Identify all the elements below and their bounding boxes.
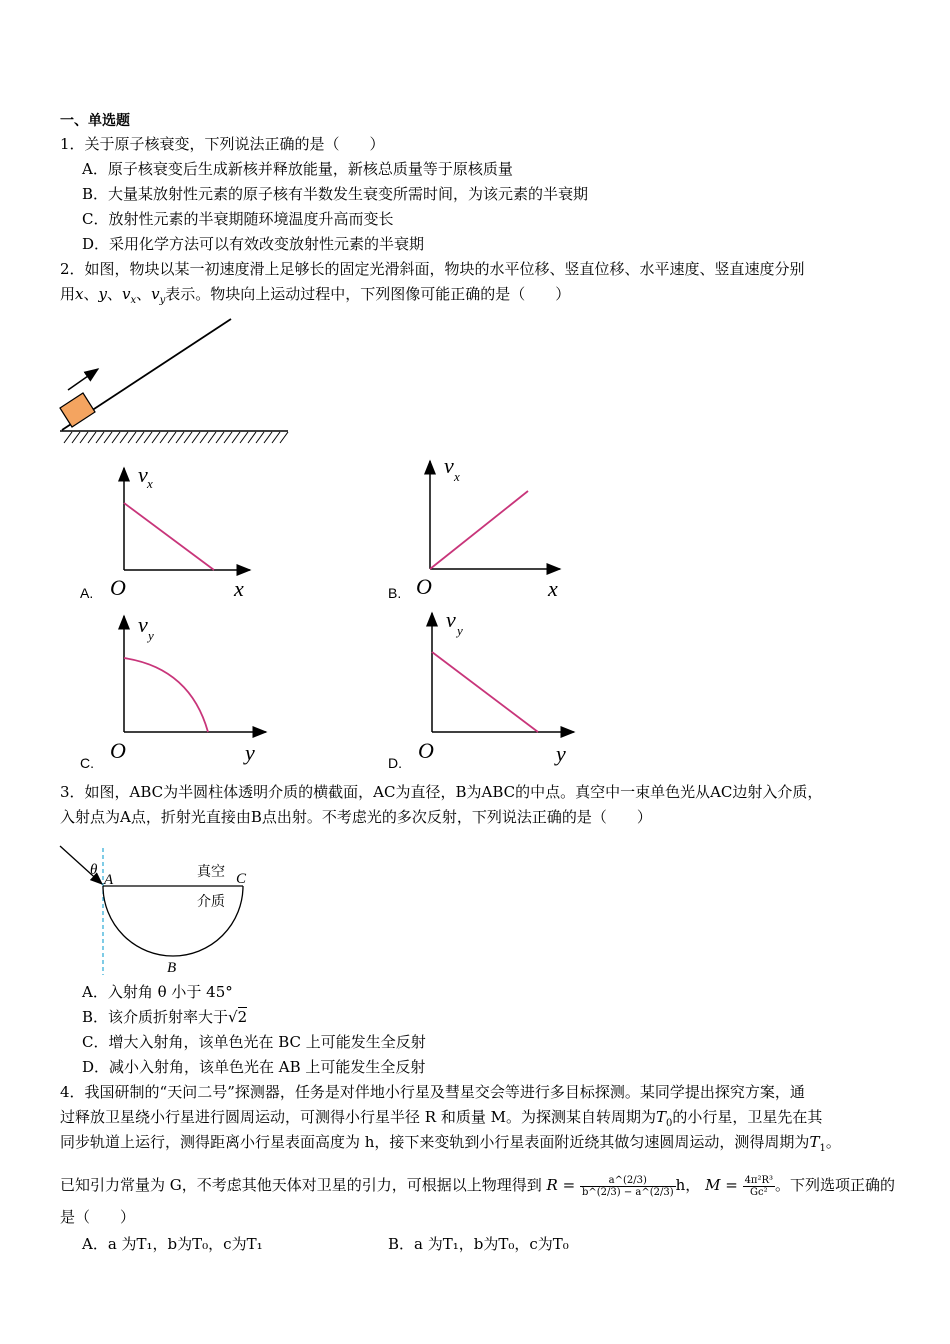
graph-b-origin: O xyxy=(416,574,432,599)
point-a-label: A xyxy=(104,872,114,888)
q3-option-b[interactable]: B．该介质折射率大于√2 xyxy=(82,1008,248,1026)
graph-a-x-label: x xyxy=(234,576,244,601)
graph-d-y-sub: y xyxy=(457,623,463,638)
graph-c-y-sub: y xyxy=(148,628,154,643)
semicircle-figure xyxy=(50,840,260,980)
m-fraction: $\frac{\text{4π²R³}}{\text{Gc²}}$ xyxy=(744,1174,774,1198)
r-fraction: $\frac{a\^{}(2/3)}{b\^{}(2/3) - a\^{}(2/3)}$ xyxy=(581,1174,674,1198)
graph-b-option-label[interactable]: B. xyxy=(388,585,402,601)
q1-option-c[interactable]: C．放射性元素的半衰期随环境温度升高而变长 xyxy=(82,210,394,228)
q4-line4: 已知引力常量为 G，不考虑其他天体对卫星的引力，可根据以上物理得到 R = $\frac{a\^{}(2/3)}{b\^{}(2/3) - a\^{}(2/3)}$ h， M = $\frac{\text{4π²R³}}{\text{Gc²}}$ 。下列选项正确的 xyxy=(60,1174,896,1198)
graph-d-option-label[interactable]: D. xyxy=(388,755,402,771)
graph-d-y-label: v xyxy=(446,607,456,632)
q4-option-b[interactable]: B．a 为T₁，b为T₀，c为T₀ xyxy=(388,1235,569,1253)
graph-c-option-label[interactable]: C. xyxy=(80,755,94,771)
graph-d-origin: O xyxy=(418,738,434,763)
q1-option-d[interactable]: D．采用化学方法可以有效改变放射性元素的半衰期 xyxy=(82,235,425,253)
graph-b-x-label: x xyxy=(548,576,558,601)
q4-line3: 同步轨道上运行，测得距离小行星表面高度为 h，接下来变轨到小行星表面附近绕其做匀速圆周运动，测得周期为$T_1$。 xyxy=(60,1133,841,1154)
q4-option-a[interactable]: A．a 为T₁，b为T₀，c为T₁ xyxy=(82,1235,263,1253)
q3-stem-line1: 3．如图，ABC为半圆柱体透明介质的横截面，AC为直径，B为ABC的中点。真空中一束单色光从AC边射入介质， xyxy=(60,783,823,801)
q1-option-a[interactable]: A．原子核衰变后生成新核并释放能量，新核总质量等于原核质量 xyxy=(82,160,513,178)
graph-c xyxy=(80,610,280,775)
velocity-arrow-icon xyxy=(68,369,98,390)
q4-line2: 过释放卫星绕小行星进行圆周运动，可测得小行星半径 R 和质量 M。为探测某自转周期为$T_0$的小行星，卫星先在其 xyxy=(60,1108,823,1129)
theta-label: θ xyxy=(90,862,98,878)
graph-b-y-label: v xyxy=(444,453,454,478)
graph-c-origin: O xyxy=(110,738,126,763)
point-c-label: C xyxy=(236,871,247,887)
graph-a xyxy=(80,460,270,610)
q4-line1: 4．我国研制的“天问二号”探测器，任务是对伴地小行星及彗星交会等进行多目标探测。某同学提出探究方案，通 xyxy=(60,1083,805,1101)
q3-option-d[interactable]: D．减小入射角，该单色光在 AB 上可能发生全反射 xyxy=(82,1058,426,1076)
graph-d-x-label: y xyxy=(556,741,566,766)
graph-a-y-label: v xyxy=(138,462,148,487)
vacuum-label: 真空 xyxy=(197,864,225,880)
incline-ground xyxy=(60,431,288,443)
q1-option-b[interactable]: B．大量某放射性元素的原子核有半数发生衰变所需时间，为该元素的半衰期 xyxy=(82,185,589,203)
graph-a-origin: O xyxy=(110,575,126,600)
graph-a-y-sub: x xyxy=(147,476,153,491)
q3-option-a[interactable]: A．入射角 θ 小于 45° xyxy=(82,983,233,1001)
medium-label: 介质 xyxy=(197,894,225,910)
block-on-incline xyxy=(60,393,95,427)
q2-stem-line1: 2．如图，物块以某一初速度滑上足够长的固定光滑斜面，物块的水平位移、竖直位移、水平速度、竖直速度分别 xyxy=(60,260,805,278)
graph-b-curve xyxy=(430,491,528,569)
graph-b xyxy=(388,455,578,605)
graph-c-y-label: v xyxy=(138,612,148,637)
graph-a-option-label[interactable]: A. xyxy=(80,585,94,601)
graph-c-x-label: y xyxy=(245,740,255,765)
graph-a-curve xyxy=(124,503,214,570)
graph-c-curve xyxy=(124,658,208,732)
graph-b-y-sub: x xyxy=(454,469,460,484)
q3-option-c[interactable]: C．增大入射角，该单色光在 BC 上可能发生全反射 xyxy=(82,1033,426,1051)
point-b-label: B xyxy=(167,960,177,976)
q3-stem-line2: 入射点为A点，折射光直接由B点出射。不考虑光的多次反射，下列说法正确的是（ ） xyxy=(60,808,652,826)
section-title: 一、单选题 xyxy=(60,113,130,129)
q4-line5: 是（ ） xyxy=(60,1208,136,1226)
sqrt-icon: √ xyxy=(228,1008,238,1026)
graph-d xyxy=(388,605,588,775)
graph-d-curve xyxy=(432,652,538,732)
q1-stem: 1．关于原子核衰变，下列说法正确的是（ ） xyxy=(60,135,385,153)
q2-stem-line2: 用x、y、$v_x$、$v_y$表示。物块向上运动过程中，下列图像可能正确的是（ ） xyxy=(60,285,571,306)
